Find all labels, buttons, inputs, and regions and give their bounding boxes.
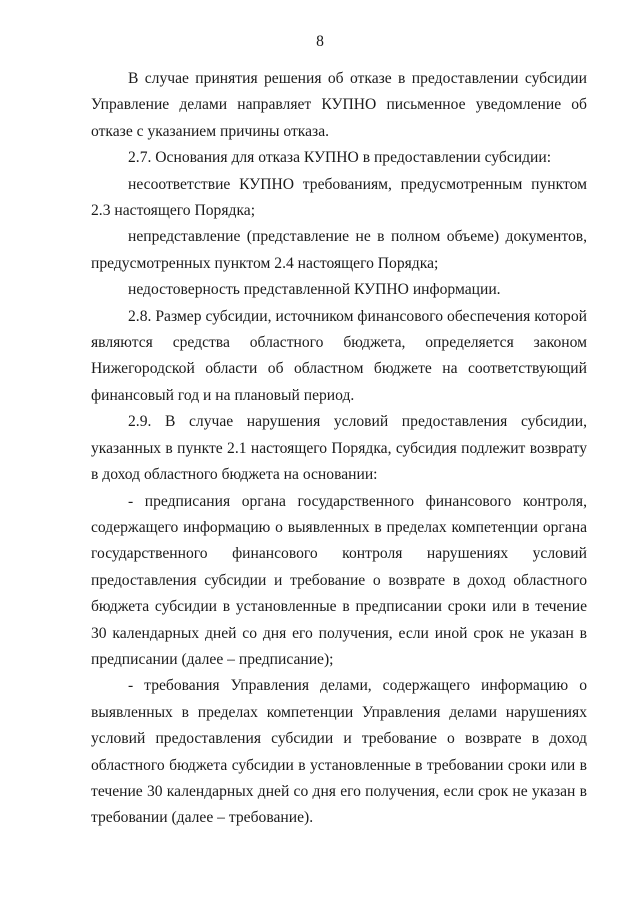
paragraph-prescription: - предписания органа государственного финансового контроля, содержащего информацию о выявленных в пределах компетенции органа государственного финансового контроля нарушениях условий предоставления субсидии и требование о возврате в доход областного бюджета субсидии в установленные в предписании сроки или в течение 30 календарных дней со дня его получения, если иной срок не указан в предписании (далее – предписание); — [91, 492, 587, 668]
paragraph-2-7-heading: 2.7. Основания для отказа КУПНО в предоставлении субсидии: — [128, 149, 552, 167]
paragraph-refusal-ground-information: недостоверность представленной КУПНО информации. — [128, 281, 501, 299]
document-body — [91, 66, 587, 832]
paragraph-refusal-notice: В случае принятия решения об отказе в предоставлении субсидии Управление делами направляет КУПНО письменное уведомление об отказе с указанием причины отказа. — [91, 70, 587, 140]
paragraph-2-8: 2.8. Размер субсидии, источником финансового обеспечения которой являются средства областного бюджета, определяется законом Нижегородской области об областном бюджете на соответствующий финансовый год и на плановый период. — [91, 307, 587, 404]
paragraph-requirement: - требования Управления делами, содержащего информацию о выявленных в пределах компетенции Управления делами нарушениях условий предоставления субсидии и требование о возврате в доход областного бюджета субсидии в установленные в требовании сроки или в течение 30 календарных дней со дня его получения, если срок не указан в требовании (далее – требование). — [91, 677, 587, 827]
page-number: 8 — [316, 33, 324, 50]
paragraph-refusal-ground-requirements: несоответствие КУПНО требованиям, предусмотренным пунктом 2.3 настоящего Порядка; — [91, 175, 587, 220]
paragraph-refusal-ground-documents: непредставление (представление не в полном объеме) документов, предусмотренных пунктом 2.4 настоящего Порядка; — [91, 228, 587, 272]
paragraph-2-9: 2.9. В случае нарушения условий предоставления субсидии, указанных в пункте 2.1 настоящего Порядка, субсидия подлежит возврату в доход областного бюджета на основании: — [91, 413, 587, 484]
